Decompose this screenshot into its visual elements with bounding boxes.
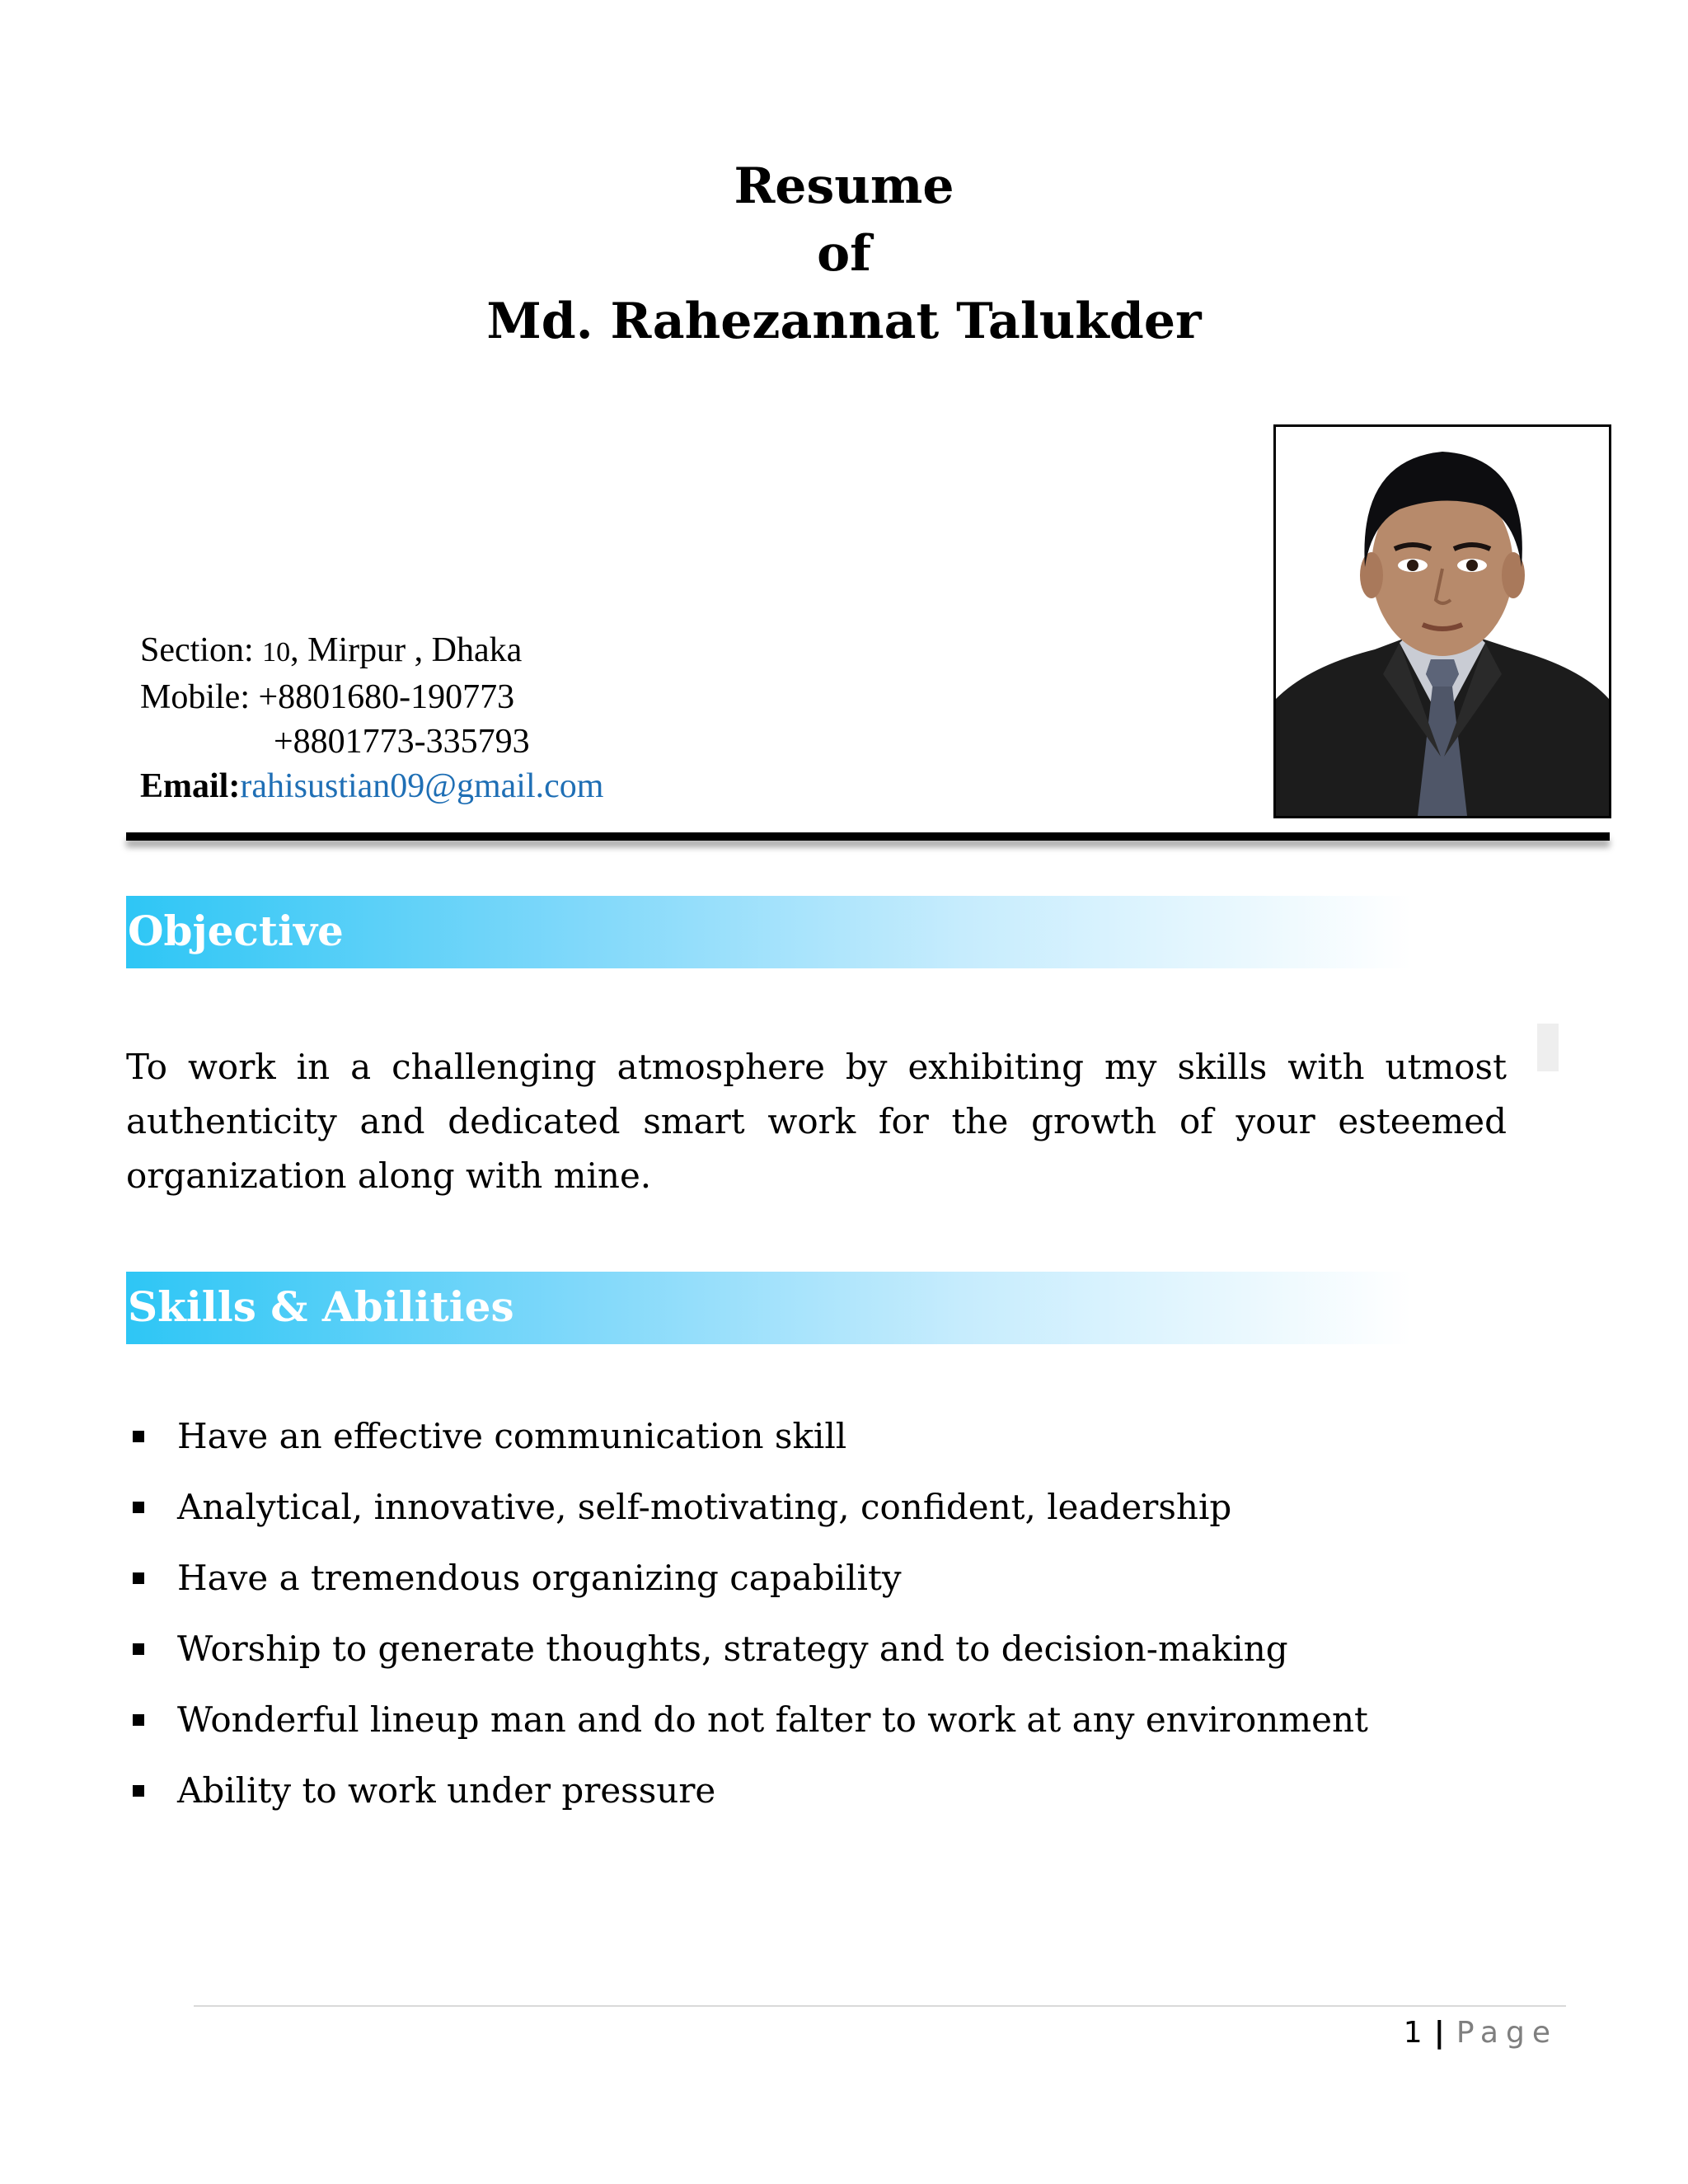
objective-heading-bar bbox=[126, 896, 1412, 968]
mobile-line-2 bbox=[140, 719, 603, 764]
footer-separator: | bbox=[1433, 2016, 1445, 2050]
profile-photo bbox=[1273, 424, 1611, 818]
email-line bbox=[140, 764, 603, 808]
list-item bbox=[126, 1693, 1368, 1764]
candidate-name: Md. Rahezannat Talukder bbox=[486, 293, 1202, 350]
title-line-resume: Resume bbox=[734, 157, 954, 215]
mobile-number-1: +8801680-190773 bbox=[258, 678, 515, 716]
skills-list bbox=[126, 1409, 1368, 1835]
list-item bbox=[126, 1551, 1368, 1622]
skill-text: Ability to work under pressure bbox=[177, 1770, 716, 1811]
page-footer bbox=[1404, 2013, 1558, 2054]
section-label: Section: bbox=[140, 631, 263, 669]
mobile-number-2: +8801773-335793 bbox=[274, 723, 530, 761]
list-item bbox=[126, 1409, 1368, 1480]
skill-text: Worship to generate thoughts, strategy and to decision-making bbox=[177, 1629, 1288, 1669]
resume-title bbox=[0, 152, 1688, 355]
email-link[interactable]: rahisustian09@gmail.com bbox=[240, 767, 604, 805]
title-line-of: of bbox=[817, 225, 871, 283]
skill-text: Have a tremendous organizing capability bbox=[177, 1558, 902, 1598]
objective-paragraph: To work in a challenging atmosphere by exhibiting my skills with utmost authenticity and dedicated smart work for the growth of your esteemed organization along with mine. bbox=[126, 1047, 1507, 1196]
square-bullet-icon bbox=[133, 1572, 144, 1584]
skill-text: Wonderful lineup man and do not falter to work at any environment bbox=[177, 1699, 1368, 1740]
margin-marker bbox=[1537, 1024, 1559, 1071]
list-item bbox=[126, 1622, 1368, 1693]
objective-heading: Objective bbox=[128, 907, 344, 955]
section-number: 10 bbox=[262, 637, 291, 668]
skill-text: Analytical, innovative, self-motivating, confident, leadership bbox=[177, 1487, 1232, 1527]
page-number: 1 bbox=[1403, 2016, 1423, 2050]
header-divider bbox=[126, 832, 1610, 841]
list-item bbox=[126, 1764, 1368, 1835]
email-label: Email: bbox=[140, 767, 241, 805]
footer-divider bbox=[194, 2005, 1566, 2007]
square-bullet-icon bbox=[133, 1643, 144, 1655]
square-bullet-icon bbox=[133, 1502, 144, 1513]
square-bullet-icon bbox=[133, 1431, 144, 1442]
address-rest: , Mirpur , Dhaka bbox=[290, 631, 523, 669]
list-item bbox=[126, 1480, 1368, 1551]
skill-text: Have an effective communication skill bbox=[177, 1416, 847, 1456]
address-line bbox=[140, 628, 603, 675]
square-bullet-icon bbox=[133, 1785, 144, 1797]
square-bullet-icon bbox=[133, 1714, 144, 1726]
skills-heading-bar bbox=[126, 1272, 1412, 1344]
contact-block bbox=[140, 628, 603, 808]
skills-heading: Skills & Abilities bbox=[128, 1282, 514, 1331]
mobile-line bbox=[140, 675, 603, 719]
mobile-label: Mobile: bbox=[140, 678, 259, 716]
profile-photo-icon bbox=[1276, 427, 1609, 816]
page-label: Page bbox=[1456, 2016, 1558, 2050]
